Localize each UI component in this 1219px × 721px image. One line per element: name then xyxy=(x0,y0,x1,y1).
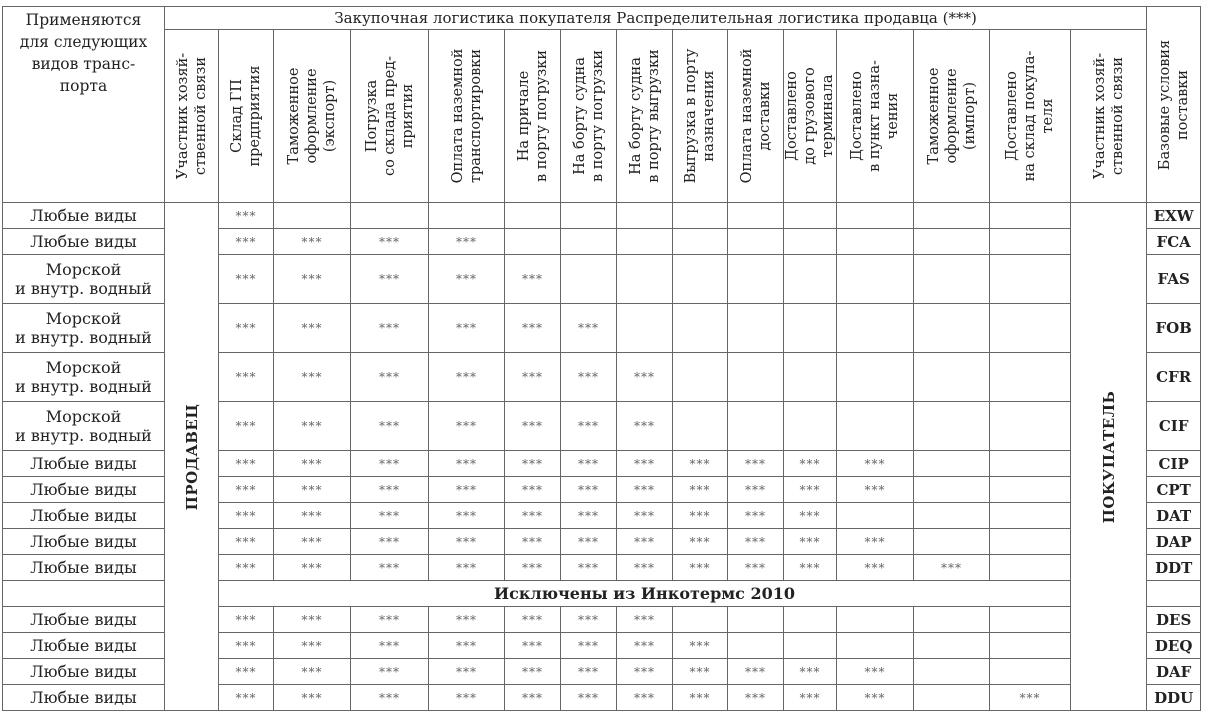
mark-cell: *** xyxy=(219,659,274,685)
column-header-label: Таможенное оформление (импорт) xyxy=(925,67,978,165)
incoterm-code: CPT xyxy=(1147,477,1201,503)
mark-cell: *** xyxy=(274,402,351,451)
incoterm-code: DES xyxy=(1147,607,1201,633)
empty-cell xyxy=(3,581,165,607)
mark-cell xyxy=(990,607,1071,633)
mark-cell: *** xyxy=(837,477,914,503)
column-header-label: Доставлено до грузового терминала xyxy=(784,67,836,165)
column-header-label: На борту судна в порту выгрузки xyxy=(627,49,662,183)
mark-cell xyxy=(837,353,914,402)
mark-cell xyxy=(990,633,1071,659)
mark-cell: *** xyxy=(429,503,505,529)
mark-cell: *** xyxy=(351,503,429,529)
mark-cell: *** xyxy=(274,529,351,555)
column-header xyxy=(165,30,219,203)
column-header-label: На борту судна в порту погрузки xyxy=(571,49,606,183)
mark-cell: *** xyxy=(673,659,728,685)
mark-cell xyxy=(837,607,914,633)
column-header xyxy=(219,30,274,203)
incoterms-table xyxy=(2,6,1219,711)
transport-cell: Морской и внутр. водный xyxy=(3,402,165,451)
mark-cell: *** xyxy=(429,255,505,304)
mark-cell xyxy=(837,503,914,529)
column-header xyxy=(837,30,914,203)
empty-cell xyxy=(1147,581,1201,607)
mark-cell: *** xyxy=(505,255,561,304)
mark-cell: *** xyxy=(728,529,784,555)
mark-cell xyxy=(914,685,990,711)
main-title xyxy=(165,7,1147,30)
column-header xyxy=(561,30,617,203)
mark-cell: *** xyxy=(561,304,617,353)
mark-cell: *** xyxy=(274,477,351,503)
mark-cell xyxy=(728,255,784,304)
mark-cell xyxy=(990,255,1071,304)
mark-cell: *** xyxy=(274,555,351,581)
mark-cell xyxy=(784,304,837,353)
mark-cell: *** xyxy=(837,685,914,711)
mark-cell xyxy=(784,402,837,451)
mark-cell: *** xyxy=(561,477,617,503)
mark-cell: *** xyxy=(673,503,728,529)
mark-cell xyxy=(561,203,617,229)
column-header-label: Доставлено на склад покупа- теля xyxy=(1004,50,1056,182)
mark-cell: *** xyxy=(617,477,673,503)
buyer-column-label: ПОКУПАТЕЛЬ xyxy=(1099,390,1118,523)
mark-cell: *** xyxy=(219,229,274,255)
mark-cell: *** xyxy=(617,529,673,555)
column-header-label: Оплата наземной доставки xyxy=(738,48,773,184)
mark-cell: *** xyxy=(219,255,274,304)
mark-cell: *** xyxy=(673,477,728,503)
mark-cell: *** xyxy=(784,555,837,581)
mark-cell: *** xyxy=(837,529,914,555)
mark-cell xyxy=(784,255,837,304)
mark-cell: *** xyxy=(351,229,429,255)
column-header xyxy=(784,30,837,203)
mark-cell: *** xyxy=(429,402,505,451)
mark-cell xyxy=(784,353,837,402)
transport-cell: Любые виды xyxy=(3,229,165,255)
mark-cell: *** xyxy=(505,685,561,711)
mark-cell: *** xyxy=(505,659,561,685)
mark-cell: *** xyxy=(219,402,274,451)
mark-cell xyxy=(990,353,1071,402)
mark-cell xyxy=(429,203,505,229)
mark-cell xyxy=(784,607,837,633)
mark-cell: *** xyxy=(561,402,617,451)
column-header xyxy=(505,30,561,203)
mark-cell: *** xyxy=(673,451,728,477)
mark-cell xyxy=(673,353,728,402)
mark-cell: *** xyxy=(274,607,351,633)
incoterm-code: DDU xyxy=(1147,685,1201,711)
column-header xyxy=(274,30,351,203)
mark-cell: *** xyxy=(617,685,673,711)
column-header-label: На причале в порту погрузки xyxy=(515,49,550,183)
mark-cell xyxy=(673,402,728,451)
mark-cell: *** xyxy=(274,659,351,685)
transport-cell: Морской и внутр. водный xyxy=(3,304,165,353)
mark-cell: *** xyxy=(219,304,274,353)
mark-cell xyxy=(837,402,914,451)
transport-cell: Любые виды xyxy=(3,555,165,581)
mark-cell: *** xyxy=(505,304,561,353)
mark-cell xyxy=(990,229,1071,255)
transport-cell: Любые виды xyxy=(3,503,165,529)
incoterm-code: DAF xyxy=(1147,659,1201,685)
mark-cell: *** xyxy=(429,304,505,353)
mark-cell: *** xyxy=(728,555,784,581)
mark-cell xyxy=(990,451,1071,477)
mark-cell xyxy=(914,304,990,353)
main-title-label: Закупочная логистика покупателя Распределительная логистика продавца (***) xyxy=(334,9,977,27)
mark-cell: *** xyxy=(219,555,274,581)
mark-cell: *** xyxy=(561,659,617,685)
mark-cell xyxy=(990,304,1071,353)
mark-cell xyxy=(837,255,914,304)
incoterm-code: DDT xyxy=(1147,555,1201,581)
mark-cell xyxy=(914,402,990,451)
column-header xyxy=(990,30,1071,203)
mark-cell: *** xyxy=(351,477,429,503)
mark-cell: *** xyxy=(561,685,617,711)
mark-cell: *** xyxy=(351,633,429,659)
mark-cell: *** xyxy=(429,659,505,685)
transport-cell: Любые виды xyxy=(3,659,165,685)
mark-cell xyxy=(990,477,1071,503)
mark-cell: *** xyxy=(429,633,505,659)
mark-cell xyxy=(914,203,990,229)
mark-cell: *** xyxy=(561,451,617,477)
mark-cell xyxy=(837,304,914,353)
mark-cell xyxy=(990,402,1071,451)
mark-cell xyxy=(990,503,1071,529)
mark-cell: *** xyxy=(219,633,274,659)
mark-cell: *** xyxy=(728,477,784,503)
mark-cell: *** xyxy=(429,477,505,503)
mark-cell: *** xyxy=(728,503,784,529)
transport-cell: Любые виды xyxy=(3,633,165,659)
mark-cell xyxy=(914,477,990,503)
mark-cell: *** xyxy=(219,203,274,229)
mark-cell: *** xyxy=(219,685,274,711)
incoterm-code: EXW xyxy=(1147,203,1201,229)
column-header-label: Участник хозяй- ственной связи xyxy=(1091,52,1126,180)
mark-cell: *** xyxy=(617,607,673,633)
mark-cell: *** xyxy=(784,503,837,529)
mark-cell: *** xyxy=(505,402,561,451)
mark-cell: *** xyxy=(673,685,728,711)
mark-cell: *** xyxy=(561,633,617,659)
column-header xyxy=(914,30,990,203)
mark-cell: *** xyxy=(351,555,429,581)
mark-cell: *** xyxy=(219,477,274,503)
mark-cell xyxy=(274,203,351,229)
mark-cell: *** xyxy=(505,503,561,529)
mark-cell: *** xyxy=(617,555,673,581)
mark-cell: *** xyxy=(617,451,673,477)
mark-cell: *** xyxy=(505,555,561,581)
transport-cell: Любые виды xyxy=(3,477,165,503)
mark-cell: *** xyxy=(784,529,837,555)
incoterm-code: DAT xyxy=(1147,503,1201,529)
mark-cell: *** xyxy=(429,229,505,255)
mark-cell: *** xyxy=(505,477,561,503)
transport-cell: Морской и внутр. водный xyxy=(3,353,165,402)
column-header-label: Таможенное оформление (экспорт) xyxy=(286,67,338,165)
buyer-column xyxy=(1071,203,1147,711)
basic-terms-label: Базовые условия поставки xyxy=(1156,39,1191,170)
mark-cell xyxy=(673,229,728,255)
mark-cell: *** xyxy=(219,451,274,477)
mark-cell: *** xyxy=(429,607,505,633)
mark-cell xyxy=(673,607,728,633)
column-header-label: Склад ГП предприятия xyxy=(229,65,263,167)
mark-cell: *** xyxy=(561,607,617,633)
seller-column-label: ПРОДАВЕЦ xyxy=(182,403,201,510)
mark-cell: *** xyxy=(784,451,837,477)
mark-cell xyxy=(728,353,784,402)
column-header xyxy=(1071,30,1147,203)
mark-cell xyxy=(784,633,837,659)
transport-header xyxy=(3,7,165,203)
table-row xyxy=(3,203,1219,229)
excluded-label: Исключены из Инкотермс 2010 xyxy=(219,581,1071,607)
mark-cell xyxy=(784,229,837,255)
mark-cell xyxy=(990,659,1071,685)
seller-column xyxy=(165,203,219,711)
mark-cell: *** xyxy=(274,229,351,255)
incoterm-code: CIF xyxy=(1147,402,1201,451)
column-header xyxy=(728,30,784,203)
mark-cell xyxy=(561,255,617,304)
transport-cell: Любые виды xyxy=(3,451,165,477)
mark-cell: *** xyxy=(505,607,561,633)
mark-cell xyxy=(914,607,990,633)
mark-cell: *** xyxy=(505,451,561,477)
column-header xyxy=(673,30,728,203)
mark-cell xyxy=(728,203,784,229)
basic-terms-header xyxy=(1147,7,1201,203)
mark-cell xyxy=(728,402,784,451)
column-header xyxy=(429,30,505,203)
mark-cell xyxy=(617,304,673,353)
mark-cell: *** xyxy=(990,685,1071,711)
mark-cell: *** xyxy=(728,685,784,711)
mark-cell: *** xyxy=(429,555,505,581)
mark-cell xyxy=(505,229,561,255)
mark-cell xyxy=(914,353,990,402)
transport-cell: Любые виды xyxy=(3,203,165,229)
mark-cell xyxy=(728,304,784,353)
mark-cell: *** xyxy=(728,451,784,477)
mark-cell xyxy=(914,255,990,304)
mark-cell xyxy=(914,529,990,555)
mark-cell: *** xyxy=(274,304,351,353)
mark-cell xyxy=(617,203,673,229)
mark-cell xyxy=(990,529,1071,555)
mark-cell xyxy=(505,203,561,229)
column-header-label: Доставлено в пункт назна- чения xyxy=(849,60,901,172)
transport-cell: Любые виды xyxy=(3,685,165,711)
mark-cell xyxy=(837,203,914,229)
incoterm-code: CIP xyxy=(1147,451,1201,477)
column-headers xyxy=(3,30,1219,203)
mark-cell xyxy=(728,607,784,633)
incoterm-code: FOB xyxy=(1147,304,1201,353)
mark-cell: *** xyxy=(351,353,429,402)
column-header-label: Погрузка со склада пред- приятия xyxy=(363,55,416,177)
mark-cell: *** xyxy=(561,353,617,402)
incoterm-code: DAP xyxy=(1147,529,1201,555)
mark-cell: *** xyxy=(219,353,274,402)
mark-cell xyxy=(837,229,914,255)
mark-cell: *** xyxy=(784,685,837,711)
mark-cell: *** xyxy=(219,607,274,633)
mark-cell: *** xyxy=(274,503,351,529)
mark-cell: *** xyxy=(274,451,351,477)
transport-cell: Морской и внутр. водный xyxy=(3,255,165,304)
mark-cell: *** xyxy=(351,255,429,304)
mark-cell: *** xyxy=(673,633,728,659)
mark-cell: *** xyxy=(617,503,673,529)
mark-cell xyxy=(673,255,728,304)
mark-cell: *** xyxy=(673,555,728,581)
mark-cell xyxy=(914,633,990,659)
mark-cell xyxy=(351,203,429,229)
mark-cell xyxy=(990,555,1071,581)
mark-cell xyxy=(728,633,784,659)
mark-cell: *** xyxy=(429,529,505,555)
mark-cell: *** xyxy=(505,529,561,555)
mark-cell xyxy=(673,304,728,353)
mark-cell xyxy=(837,633,914,659)
mark-cell xyxy=(728,229,784,255)
mark-cell: *** xyxy=(351,659,429,685)
mark-cell xyxy=(561,229,617,255)
mark-cell: *** xyxy=(429,353,505,402)
mark-cell: *** xyxy=(274,633,351,659)
mark-cell: *** xyxy=(561,555,617,581)
mark-cell: *** xyxy=(505,633,561,659)
mark-cell: *** xyxy=(505,353,561,402)
incoterm-code: DEQ xyxy=(1147,633,1201,659)
incoterm-code: FAS xyxy=(1147,255,1201,304)
column-header-label: Участник хозяй- ственной связи xyxy=(174,52,209,180)
mark-cell xyxy=(914,451,990,477)
mark-cell: *** xyxy=(429,685,505,711)
mark-cell xyxy=(914,229,990,255)
mark-cell: *** xyxy=(351,529,429,555)
mark-cell xyxy=(914,503,990,529)
mark-cell: *** xyxy=(837,555,914,581)
mark-cell: *** xyxy=(617,633,673,659)
mark-cell: *** xyxy=(561,529,617,555)
transport-header-label: Применяются для следующих видов транс- порта xyxy=(19,11,148,95)
mark-cell: *** xyxy=(351,402,429,451)
column-header xyxy=(617,30,673,203)
mark-cell xyxy=(990,203,1071,229)
mark-cell: *** xyxy=(617,659,673,685)
mark-cell: *** xyxy=(837,659,914,685)
mark-cell: *** xyxy=(561,503,617,529)
mark-cell: *** xyxy=(784,659,837,685)
mark-cell xyxy=(784,203,837,229)
incoterm-code: CFR xyxy=(1147,353,1201,402)
mark-cell: *** xyxy=(351,607,429,633)
mark-cell: *** xyxy=(617,402,673,451)
mark-cell: *** xyxy=(351,451,429,477)
mark-cell xyxy=(617,255,673,304)
mark-cell: *** xyxy=(274,685,351,711)
column-header-label: Оплата наземной транспортировки xyxy=(449,48,484,184)
mark-cell: *** xyxy=(617,353,673,402)
mark-cell xyxy=(617,229,673,255)
mark-cell: *** xyxy=(673,529,728,555)
mark-cell: *** xyxy=(274,255,351,304)
mark-cell: *** xyxy=(837,451,914,477)
mark-cell: *** xyxy=(351,304,429,353)
mark-cell: *** xyxy=(429,451,505,477)
column-header-label: Выгрузка в порту назначения xyxy=(683,48,717,184)
mark-cell: *** xyxy=(219,529,274,555)
incoterm-code: FCA xyxy=(1147,229,1201,255)
column-header xyxy=(351,30,429,203)
mark-cell: *** xyxy=(219,503,274,529)
mark-cell: *** xyxy=(728,659,784,685)
mark-cell: *** xyxy=(914,555,990,581)
mark-cell: *** xyxy=(784,477,837,503)
mark-cell xyxy=(673,203,728,229)
transport-cell: Любые виды xyxy=(3,529,165,555)
transport-cell: Любые виды xyxy=(3,607,165,633)
mark-cell: *** xyxy=(274,353,351,402)
mark-cell xyxy=(914,659,990,685)
mark-cell: *** xyxy=(351,685,429,711)
